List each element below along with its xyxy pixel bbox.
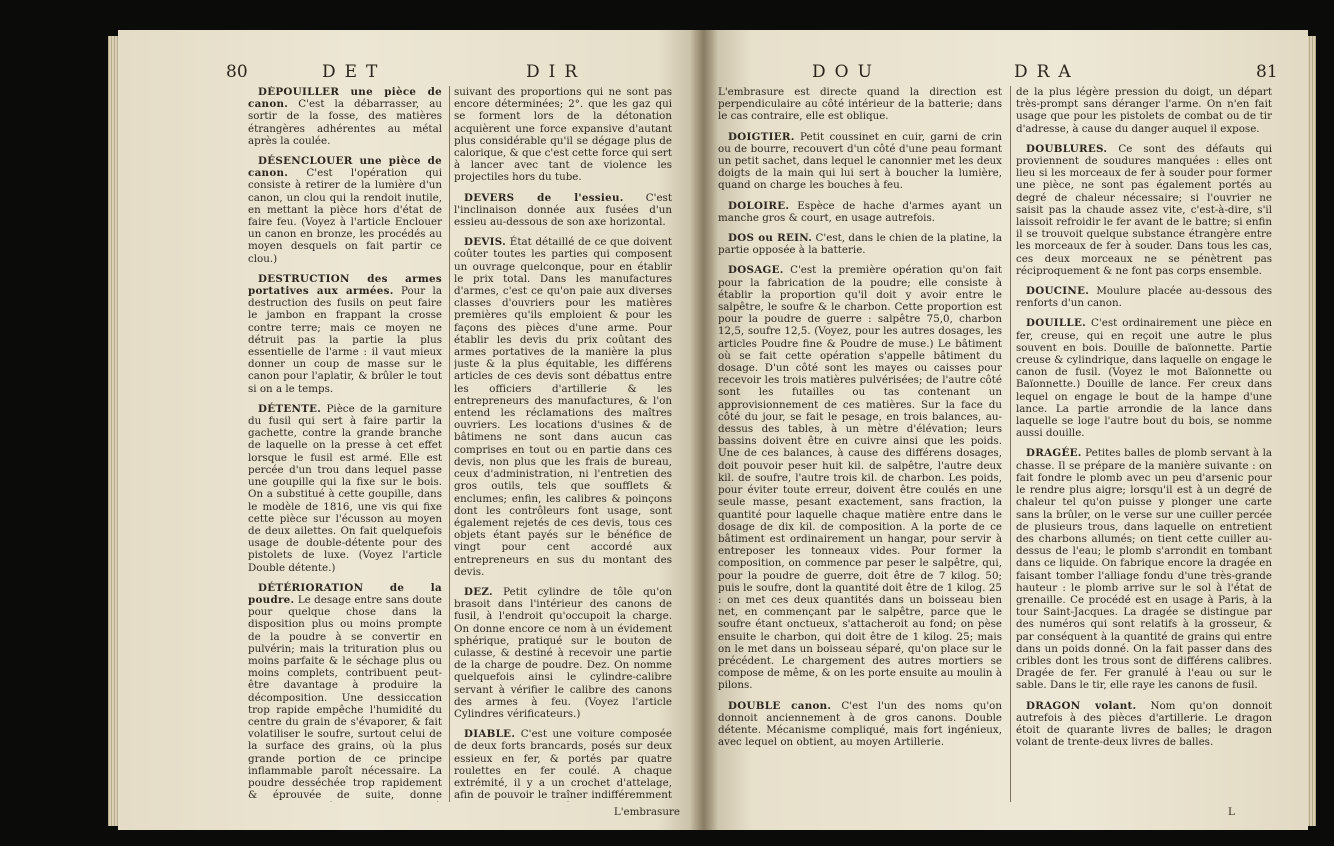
article-text: Espèce de hache d'armes ayant un manche gros & court, en usage autrefois.	[718, 199, 1002, 224]
article-headword: DEZ.	[464, 585, 493, 598]
article-text: C'est l'inclinaison donnée aux fusées d'un essieu au-dessous de son axe horizontal.	[454, 191, 672, 229]
right-column-rule	[1010, 86, 1011, 802]
left-page-number: 80	[226, 62, 248, 82]
article-text: Pièce de la garniture du fusil qui sert à faire partir la gachette, contre la grande branche de laquelle on la presse à cet effet lorsque le fusil est armé. Elle est percée d'un trou dans lequel passe une goupille qui la fixe sur le bois. On a substitué à cette goupille, dans le modèle de 1816, une vis qui fixe cette pièce sur l'écusson au moyen de deux ailettes. On fait quelquefois usage de double-détente pour des pistolets de luxe. (Voyez l'article Double détente.)	[248, 402, 442, 574]
article-entry	[718, 200, 1002, 224]
article-text: Ce sont des défauts qui proviennent de soudures manquées : elles ont lieu si les morceaux de fer à souder pour former une pièce, ne sont pas également portés au degré de chaleur nécessaire; si l'ouvrier ne saisit pas la chaude assez vite, c'est-à-dire, s'il laissoit refroidir le fer avant de le battre; si enfin il se trouvoit quelque substance étrangère entre les morceaux de fer à souder. Dans tous les cas, ces deux morceaux ne se pénètrent pas réciproquement & ne font pas corps ensemble.	[1016, 142, 1272, 277]
article-headword: DOS ou REIN.	[728, 232, 813, 245]
article-headword: DÉTÉRIORATION de la poudre.	[248, 581, 442, 606]
article-text: C'est ordinairement une pièce en fer, creuse, qui en reçoit une autre le plus souvent en bois. Douille de baïonnette. Partie creuse & cylindrique, dans laquelle on engage le canon de fusil. (Voyez le mot Baïonnette ou Baïonnette.) Douille de lance. Fer creux dans lequel on engage le bout de la hampe d'une lance. La partie arrondie de la lance dans laquelle se loge l'autre bout du bois, se nomme aussi douille.	[1016, 317, 1272, 440]
right-column-2	[1016, 86, 1272, 802]
article-headword: DOUBLURES.	[1026, 142, 1108, 155]
article-headword: DOSAGE.	[728, 264, 784, 277]
article-entry	[454, 586, 672, 720]
article-entry	[248, 86, 442, 147]
article-text: C'est l'un des noms qu'on donnoit anciennement à de gros canons. Double détente. Mécanisme compliqué, mais fort ingénieux, avec lequel on obtient, au moyen Artillerie.	[718, 699, 1002, 749]
article-text: de la plus légère pression du doigt, un départ très-prompt sans déranger l'arme. On n'en fait usage que pour les pistolets de combat ou de tir d'adresse, à cause du danger auquel il expose.	[1016, 86, 1272, 135]
article-headword: DOUBLE canon.	[728, 699, 832, 712]
article-headword: DÉSENCLOUER une pièce de canon.	[248, 155, 442, 180]
left-column-2	[454, 86, 672, 802]
article-text: C'est une voiture composée de deux forts brancards, posés sur deux essieux en fer, & portés par quatre roulettes en fer coulé. A chaque extrémité, il y a un crochet d'attelage, afin de pouvoir le traîner indifféremment	[454, 728, 672, 802]
article-text: L'embrasure est directe quand la direction est perpendiculaire au côté intérieur de la batterie; dans le cas contraire, elle est oblique.	[718, 86, 1002, 123]
article-headword: DÉTENTE.	[258, 402, 322, 415]
right-page-number: 81	[1256, 62, 1278, 82]
article-headword: DIABLE.	[464, 728, 516, 741]
article-entry	[718, 700, 1002, 749]
article-entry	[248, 155, 442, 265]
article-text: C'est la première opération qu'on fait pour la fabrication de la poudre; elle consiste à établir la proportion qu'il doit y avoir entre le salpêtre, le soufre & le charbon. Cette proportion est pour la poudre de guerre : salpêtre 75,0, charbon 12,5, soufre 12,5. (Voyez, pour les autres dosages, les articles Poudre fine & Poudre de muse.) Le bâtiment où se fait cette opération s'appelle bâtiment du dosage. D'un côté sont les mayes ou caisses pour recevoir les trois matières pulvérisées; de l'autre côté sont les futailles ou tas contenant un approvisionnement de ces matières. Sur la face du côté du jour, se fait le pesage, en trois balances, au-dessus des tables, à un mètre d'élévation; leurs bassins doivent être en cuivre ainsi que les poids. Une de ces balances, à cause des différens dosages, doit pouvoir peser huit kil. de salpêtre, l'autre deux kil. de soufre, l'autre trois kil. de charbon. Les poids, pour éviter toute erreur, doivent être coulés en une seule masse, pesant exactement, sans fraction, la quantité pour laquelle chaque matière entre dans le dosage de dix kil. de composition. A la porte de ce bâtiment est ordinairement un hangar, pour servir à entreposer les tonneaux vides. Pour former la composition, on commence par peser le salpêtre, qui, pour la poudre de guerre, doit être de 7 kilog. 50; puis le soufre, dont la quantité doit être de 1 kilog. 25 : on met ces deux quantités dans un boisseau bien net, en commençant par le salpêtre, parce que le soufre étant onctueux, s'attacheroit au fond; on pèse ensuite le charbon, qui doit être de 1 kilog. 25; mais on le met dans un boisseau séparé, qu'on place sur le précédent. Le chargement des autres mortiers se compose de même, & on les porte ensuite au moulin à pilons.	[718, 264, 1002, 692]
article-entry	[1016, 86, 1272, 135]
article-headword: DEVIS.	[464, 236, 507, 249]
article-entry	[248, 403, 442, 574]
article-text: C'est l'opération qui consiste à retirer de la lumière d'un canon, un clou qui la rendoit inutile, en mettant la pièce hors d'état de faire feu. (Voyez à l'article Enclouer un canon en bronze, les procédés au moyen desquels on fait partir ce clou.)	[248, 167, 442, 265]
article-entry	[454, 728, 672, 802]
left-column-1	[248, 86, 442, 802]
left-column-rule	[449, 86, 450, 802]
article-headword: DRAGON volant.	[1026, 699, 1137, 712]
right-running-head-2: DRA	[1014, 62, 1080, 82]
article-entry	[1016, 700, 1272, 749]
article-headword: DOIGTIER.	[728, 130, 795, 143]
article-entry	[1016, 317, 1272, 439]
article-text: C'est la débarrasser, au sortir de la fosse, des matières étrangères adhérentes au métal après la coulée.	[248, 98, 442, 147]
left-running-head-1: DET	[322, 62, 387, 82]
article-text: C'est, dans le chien de la platine, la partie opposée à la batterie.	[718, 232, 1002, 257]
article-headword: DOUILLE.	[1026, 317, 1087, 330]
article-entry	[718, 131, 1002, 192]
article-text: Le desage entre sans doute pour quelque chose dans la disposition plus ou moins prompte de la poudre à se convertir en pulvérin; mais la trituration plus ou moins parfaite & le séchage plus ou moins complets, contribuent peut-être davantage à produire la décomposition. Une dessiccation trop rapide empêche l'humidité du centre du grain de s'évaporer, & fait volatiliser le soufre, surtout celui de la surface des grains, où la plus grande portion de ce principe inflammable paroît nécessaire. La poudre desséchée trop rapidement & éprouvée de suite, donne	[248, 593, 442, 802]
article-headword: DOLOIRE.	[728, 199, 790, 212]
article-text: suivant des proportions qui ne sont pas encore déterminées; 2°. que les gaz qui se forment lors de la détonation acquièrent une force expansive d'autant plus considérable qu'il se dégage plus de calorique, & que c'est cette force qui sert à lancer avec tant de violence les projectiles hors du tube.	[454, 86, 672, 184]
article-text: Petites balles de plomb servant à la chasse. Il se prépare de la manière suivante : on fait fondre le plomb avec un peu d'arsenic pour le rendre plus aigre; lorsqu'il est à un degré de chaleur tel qu'on puisse y plonger une carte sans la brûler, on le verse sur une cuiller percée de plusieurs trous, dans laquelle on entretient des charbons allumés; on tient cette cuiller au-dessus de l'eau; le plomb s'arrondit en tombant dans ce liquide. On fabrique encore la dragée en faisant tomber l'alliage fondu d'une très-grande hauteur : le plomb arrive sur le sol à l'état de grenaille. Ce procédé est en usage à Paris, à la tour Saint-Jacques. La dragée se distingue par des numéros qui sont relatifs à la grosseur, & par conséquent à la quantité de grains qui entre dans un poids donné. On la fait passer dans des cribles dont les trous sont de différens calibres. Dragée de fer. Fer granulé à l'eau ou sur le sable. Dans le tir, elle raye les canons de fusil.	[1016, 447, 1272, 692]
left-running-head-2: DIR	[526, 62, 587, 82]
article-entry	[718, 232, 1002, 256]
article-headword: DEVERS de l'essieu.	[464, 191, 624, 204]
article-text: Nom qu'on donnoit autrefois à des pièces d'artillerie. Le dragon étoit de quarante livres de balles; le dragon volant de trente-deux livres de balles.	[1016, 699, 1272, 749]
article-text: État détaillé de ce que doivent coûter toutes les parties qui composent un ouvrage quelconque, pour en établir le prix total. Dans les manufactures d'armes, c'est ce qu'on paie aux diverses classes d'ouvriers pour les matières premières qu'ils emploient & pour les façons des pièces d'une arme. Pour établir les devis du prix coûtant des armes portatives de la manière la plus juste & la plus équitable, les différens articles de ces devis sont débattus entre les officiers d'artillerie & les entrepreneurs des manufactures, & l'on entend les réclamations des maîtres ouvriers. Les locations d'usines & de bâtimens ne sont dans aucun cas comprises en tout ou en partie dans ces devis, non plus que les frais de bureau, ceux d'administration, ni l'entretien des gros outils, tels que soufflets & enclumes; enfin, les calibres & poinçons dont les contrôleurs font usage, sont également rejetés de ces devis, tous ces objets étant payés sur le bénéfice de vingt pour cent accordé aux entrepreneurs en sus du montant des devis.	[454, 236, 672, 578]
article-entry	[718, 264, 1002, 691]
article-headword: DÉPOUILLER une pièce de canon.	[248, 86, 442, 111]
article-text: Moulure placée au-dessous des renforts d'un canon.	[1016, 285, 1272, 310]
article-entry	[718, 86, 1002, 123]
article-text: Petit cylindre de tôle qu'on brasoit dans l'intérieur des canons de fusil, à l'endroit qu'occupoit la charge. On donne encore ce nom à un évidement sphérique, pratiqué sur le bouton de culasse, & destiné à recevoir une partie de la charge de poudre. Dez. On nomme quelquefois ainsi le cylindre-calibre servant à vérifier le calibre des canons des armes à feu. (Voyez l'article Cylindres vérificateurs.)	[454, 585, 672, 720]
article-entry	[454, 86, 672, 184]
article-text: Pour la destruction des fusils on peut faire le jambon en frappant la crosse contre terre; mais ce moyen ne détruit pas la partie la plus essentielle de l'arme : il vaut mieux donner un coup de masse sur le canon pour l'aplatir, & brûler le tout si on a le temps.	[248, 285, 442, 395]
article-entry	[1016, 447, 1272, 691]
book-gutter	[690, 30, 718, 830]
article-entry	[454, 236, 672, 578]
article-headword: DRAGÉE.	[1026, 447, 1082, 460]
article-entry	[454, 192, 672, 229]
article-entry	[248, 273, 442, 395]
right-column-1	[718, 86, 1002, 802]
article-entry	[1016, 143, 1272, 277]
signature-mark: L	[1228, 806, 1235, 818]
catchword: L'embrasure	[613, 806, 680, 818]
article-headword: DESTRUCTION des armes portatives aux armées.	[248, 272, 442, 298]
article-entry	[1016, 285, 1272, 309]
article-headword: DOUCINE.	[1026, 285, 1090, 298]
article-entry	[248, 582, 442, 802]
article-text: Petit coussinet en cuir, garni de crin ou de bourre, recouvert d'un côté d'une peau formant un petit sachet, dans lequel le canonnier met les deux doigts de la main qui lui sert à boucher la lumière, quand on charge les bouches à feu.	[718, 130, 1002, 192]
right-running-head-1: DOU	[812, 62, 881, 82]
